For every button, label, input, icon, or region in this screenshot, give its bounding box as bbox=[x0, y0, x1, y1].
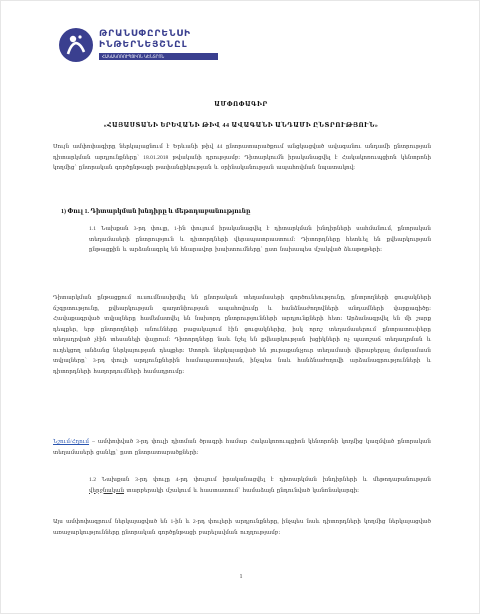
document-title: ԱՄՓՈՓԱԳԻՐ bbox=[214, 102, 268, 108]
note-link[interactable]: Նշում/Հղում bbox=[53, 439, 90, 445]
p12-text-a: 1.2 Նախքան 3-րդ փուլը 4-րդ փուլում իրականացվել է դիտարկման խնդիրների և մեթոդաբանության bbox=[89, 477, 431, 483]
logo-text-line2: ԻՆԹԵՐՆԵՅՇՆԸԼ bbox=[99, 40, 188, 50]
page-number: 1 bbox=[239, 574, 243, 580]
note-text: – ամփոփված 3-րդ փուլի դիտման ծրագրի համար Հակակոռուպցիոն կենտրոնի կողմից կազմված ընտրական տեղամասերի ցանկը՝ ըստ ընտրատարածքների։ bbox=[53, 439, 431, 456]
paragraph-1-2 bbox=[89, 475, 431, 496]
p12-underlined: վերջնական bbox=[89, 487, 125, 494]
section-heading: 1) Փուլ 1. Դիտարկման խնդիրը և մեթոդաբանությունը bbox=[61, 209, 251, 215]
main-paragraph: Դիտարկման ընթացքում ուսումնասիրվել են ընտրական տեղամասերի գործունեությունը, ընտրողների ցուցակների ճշգրտությունը, քվեարկության գաղտնիության ապահովումը և հանձնաժողովների անդամների վարքագիծը։ Հավաքագրված տվյալները համեմատվել են նախորդ ընտրությունների արդյունքների հետ։ Արձանագրվել են մի շարք դեպքեր, երբ ընտրողների անունները բացակայում էին ցուցակներից, իսկ որոշ տեղամասերում ընտրատուփերը տեղադրված չէին տեսանելի վայրում։ Դիտորդները նաև նշել են քվեարկության խցիկների ոչ պատշաճ տեղադրման և ուղեկցող անձանց ներկայության դեպքեր։ Ստորև ներկայացված են յուրաքանչյուր տեղամասի վերաբերյալ մանրամասն տվյալները՝ 3-րդ փուլի արդյունքներին համապատասխան, ինչպես նաև հանձնաժողովի արձանագրությունների և դիտորդների հաղորդումների համադրումը։ bbox=[53, 295, 431, 375]
closing-paragraph: Այս ամփոփագրում ներկայացված են 1-ին և 2-րդ փուլերի արդյունքները, ինչպես նաև դիտորդների կողմից ներկայացված առաջարկությունները ընտրական գործընթացի բարելավման ուղղությամբ։ bbox=[53, 519, 431, 536]
intro-paragraph: Սույն ամփոփագիրը ներկայացնում է Երևանի թիվ 44 ընտրատարածքում անցկացված ավագանու անդամի ընտրության դիտարկման արդյունքները՝ 18.01.2018 թվականի դրությամբ։ Դիտարկումն իրականացվել է Հակակոռուպցիոն կենտրոնի կողմից՝ ընտրական գործընթացի թափանցիկության և օրինականության ապահովման նպատակով։ bbox=[53, 144, 431, 171]
logo-subtitle-bar: ՀԱԿԱԿՈՌՈՒՊՑԻՈՆ ԿԵՆՏՐՈՆ bbox=[99, 53, 218, 60]
organization-logo bbox=[59, 25, 259, 65]
note-paragraph bbox=[53, 437, 431, 458]
paragraph-1-1: 1.1 Նախքան 3-րդ փուլը, 1-ին փուլում իրականացվել է դիտարկման խնդիրների սահմանում, ընտրական տեղամասերի ընտրություն և դիտորդների վերապատրաստում։ Դիտորդները հետևել են քվեարկության ընթացքին և արձանագրել են հնարավոր խախտումները՝ ըստ նախապես մշակված ձևաթղթերի։ bbox=[89, 226, 431, 253]
document-subtitle: «ՀԱՅԱՍՏԱՆԻ ԵՐԵՎԱՆԻ ԹԻՎ 44 ԱՎԱԳԱՆԻ ԱՆԴԱՄԻ ԸՆՏՐՈՒԹՅՈՒՆ» bbox=[103, 123, 379, 129]
logo-text-line1: ԹՐԱՆՍՓԸՐԵՆՍԻ bbox=[99, 29, 191, 39]
p12-text-b: տարբերակի մշակում և հաստատում՝ համաձայն ընդունված կանոնակարգի։ bbox=[124, 487, 360, 494]
logo-emblem-icon bbox=[59, 28, 93, 62]
